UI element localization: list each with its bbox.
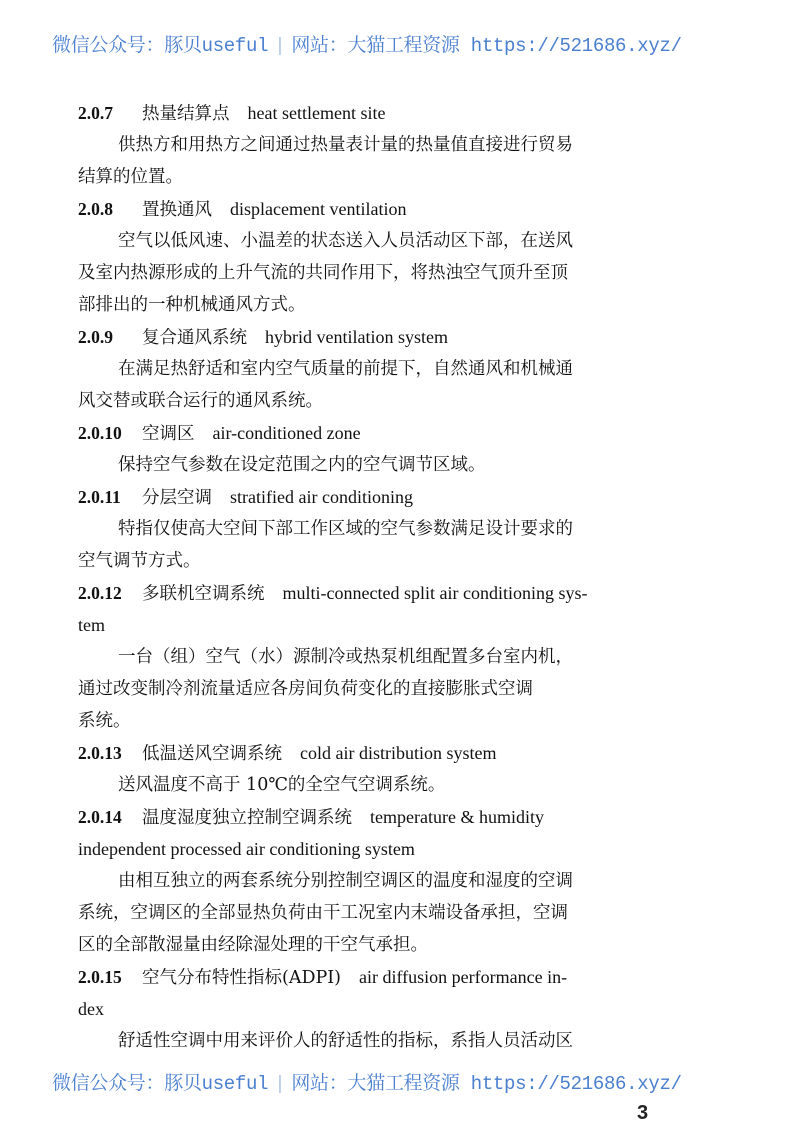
term-definition-line: 区的全部散湿量由经除湿处理的干空气承担。	[78, 935, 428, 955]
term-number: 2.0.12	[78, 583, 122, 603]
term-definition-line: 结算的位置。	[78, 167, 183, 187]
term-chinese: 低温送风空调系统	[142, 744, 282, 764]
term-definition-line: 系统。	[78, 711, 131, 731]
term-heading	[78, 417, 670, 449]
watermark-separator: |	[274, 1073, 286, 1095]
term-definition-line: 在满足热舒适和室内空气质量的前提下，自然通风和机械通	[118, 359, 573, 379]
watermark-footer	[52, 1068, 682, 1095]
term-english: cold air distribution system	[300, 743, 497, 763]
term-heading	[78, 97, 670, 129]
watermark-separator: |	[274, 35, 286, 57]
term-definition-line: 由相互独立的两套系统分别控制空调区的温度和湿度的空调	[118, 871, 573, 891]
term-definition-line: 部排出的一种机械通风方式。	[78, 295, 306, 315]
term-number: 2.0.14	[78, 807, 122, 827]
term-number: 2.0.11	[78, 487, 121, 507]
term-english-continued: dex	[78, 999, 104, 1019]
term-definition-line: 风交替或联合运行的通风系统。	[78, 391, 323, 411]
term-english-continued: independent processed air conditioning system	[78, 839, 415, 859]
watermark-site: 网站：大猫工程资源 https://521686.xyz/	[291, 35, 682, 57]
term-number: 2.0.15	[78, 967, 122, 987]
term-definition-line: 及室内热源形成的上升气流的共同作用下，将热浊空气顶升至顶	[78, 263, 568, 283]
term-chinese: 分层空调	[142, 488, 212, 508]
term-heading	[78, 321, 670, 353]
term-english-continued: tem	[78, 615, 105, 635]
term-definition-line: 空气调节方式。	[78, 551, 201, 571]
term-definition-line: 舒适性空调中用来评价人的舒适性的指标，系指人员活动区	[118, 1031, 573, 1051]
term-chinese: 热量结算点	[142, 104, 230, 124]
page-number: 3	[637, 1102, 649, 1124]
term-definition-line: 空气以低风速、小温差的状态送入人员活动区下部，在送风	[118, 231, 573, 251]
term-heading	[78, 961, 670, 993]
term-chinese: 置换通风	[142, 200, 212, 220]
term-chinese: 复合通风系统	[142, 328, 247, 348]
term-number: 2.0.13	[78, 743, 122, 763]
term-number: 2.0.8	[78, 199, 113, 219]
watermark-wechat: 微信公众号：豚贝useful	[52, 1073, 269, 1095]
term-definition-line: 一台（组）空气（水）源制冷或热泵机组配置多台室内机，	[118, 647, 573, 667]
term-number: 2.0.10	[78, 423, 122, 443]
document-body	[78, 97, 670, 1057]
term-definition-line: 送风温度不高于 10℃的全空气空调系统。	[118, 775, 446, 795]
term-definition-line: 通过改变制冷剂流量适应各房间负荷变化的直接膨胀式空调	[78, 679, 533, 699]
term-definition-line: 特指仅使高大空间下部工作区域的空气参数满足设计要求的	[118, 519, 573, 539]
watermark-site: 网站：大猫工程资源 https://521686.xyz/	[291, 1073, 682, 1095]
term-heading	[78, 737, 670, 769]
term-chinese: 多联机空调系统	[142, 584, 265, 604]
watermark-wechat: 微信公众号：豚贝useful	[52, 35, 269, 57]
term-english: hybrid ventilation system	[265, 327, 448, 347]
term-english: displacement ventilation	[230, 199, 407, 219]
term-heading	[78, 801, 670, 833]
term-chinese: 温度湿度独立控制空调系统	[142, 808, 352, 828]
term-english: heat settlement site	[247, 103, 386, 123]
term-english: multi-connected split air conditioning sys-	[282, 583, 588, 603]
term-definition-line: 系统，空调区的全部显热负荷由干工况室内末端设备承担，空调	[78, 903, 568, 923]
watermark-header	[52, 30, 682, 57]
term-definition-line: 保持空气参数在设定范围之内的空气调节区域。	[118, 455, 486, 475]
term-english: air-conditioned zone	[212, 423, 361, 443]
term-english: air diffusion performance in-	[359, 967, 568, 987]
term-chinese: 空气分布特性指标(ADPI)	[142, 968, 342, 988]
term-heading	[78, 577, 670, 609]
term-heading	[78, 193, 670, 225]
term-chinese: 空调区	[142, 424, 195, 444]
term-english: temperature & humidity	[370, 807, 544, 827]
term-english: stratified air conditioning	[230, 487, 413, 507]
term-heading	[78, 481, 670, 513]
term-number: 2.0.9	[78, 327, 113, 347]
term-number: 2.0.7	[78, 103, 113, 123]
term-definition-line: 供热方和用热方之间通过热量表计量的热量值直接进行贸易	[118, 135, 573, 155]
